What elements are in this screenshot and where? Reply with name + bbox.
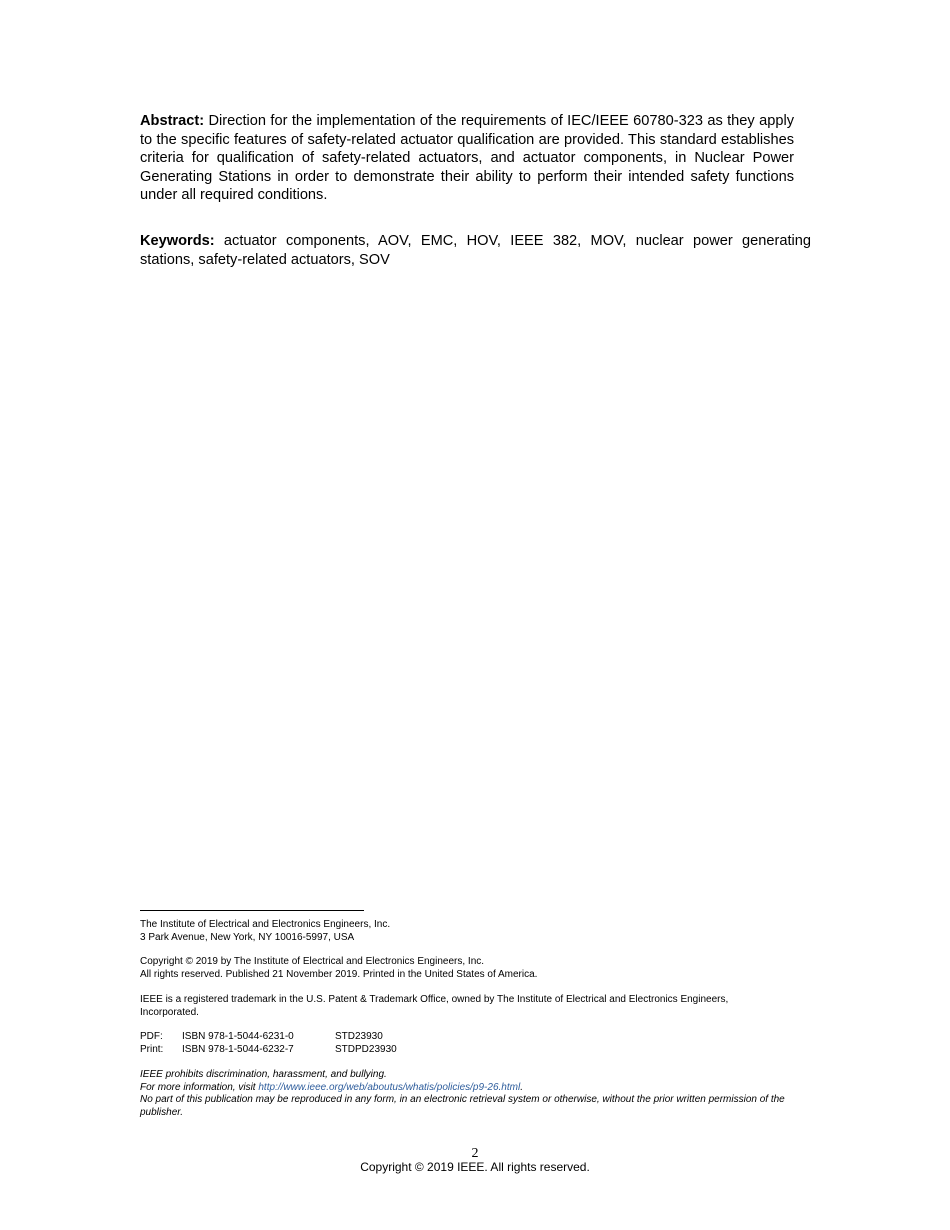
isbn-row-print [140, 1044, 815, 1057]
page-number: 2 [471, 1146, 479, 1161]
rights-line: All rights reserved. Published 21 November 2019. Printed in the United States of America. [140, 968, 538, 980]
isbn-number: ISBN 978-1-5044-6232-7 [182, 1043, 294, 1055]
abstract-label: Abstract: [140, 113, 205, 129]
publisher-name: The Institute of Electrical and Electronics Engineers, Inc. [140, 919, 391, 930]
copyright-line: Copyright © 2019 by The Institute of Electrical and Electronics Engineers, Inc. [140, 956, 485, 967]
isbn-row-pdf [140, 1031, 815, 1044]
publisher-street: 3 Park Avenue, New York, NY 10016-5997, USA [140, 931, 355, 943]
reproduction-notice: No part of this publication may be reproduced in any form, in an electronic retrieval system or otherwise, without the prior written permission of the publisher. [140, 1094, 785, 1118]
keywords-text: actuator components, AOV, EMC, HOV, IEEE 382, MOV, nuclear power generating stations, safety-related actuators, SOV [140, 233, 811, 268]
keywords-label: Keywords: [140, 233, 215, 249]
trademark-notice [140, 994, 740, 1019]
copyright-notice [140, 956, 815, 981]
isbn-format: PDF: [140, 1031, 163, 1042]
policy-statement: IEEE prohibits discrimination, harassment, and bullying. [140, 1069, 387, 1080]
page-footer: Copyright © 2019 IEEE. All rights reserved. [360, 1160, 590, 1174]
abstract-text: Direction for the implementation of the requirements of IEC/IEEE 60780-323 as they apply to the specific features of safety-related actuator qualification are provided. This standard establishes criteria for qualification of safety-related actuators, and actuator components, in Nuclear Power Generating Stations in order to demonstrate their ability to perform their intended safety functions under all required conditions. [140, 113, 794, 203]
isbn-block [140, 1031, 815, 1056]
policy-info-suffix: . [520, 1081, 523, 1093]
abstract-paragraph [140, 112, 794, 205]
isbn-format: Print: [140, 1043, 164, 1055]
publisher-address [140, 919, 815, 944]
policy-info-line [140, 1082, 815, 1095]
footnote-divider [140, 910, 364, 911]
policy-notice [140, 1069, 815, 1119]
isbn-number: ISBN 978-1-5044-6231-0 [182, 1031, 294, 1042]
policy-link[interactable]: http://www.ieee.org/web/aboutus/whatis/policies/p9-26.html [258, 1081, 521, 1093]
std-number: STD23930 [335, 1031, 383, 1042]
policy-info-prefix: For more information, visit [140, 1081, 259, 1093]
keywords-paragraph [140, 232, 811, 269]
trademark-text: IEEE is a registered trademark in the U.S. Patent & Trademark Office, owned by The Institute of Electrical and Electronics Engineers, Incorporated. [140, 994, 729, 1018]
std-number: STDPD23930 [335, 1043, 397, 1055]
